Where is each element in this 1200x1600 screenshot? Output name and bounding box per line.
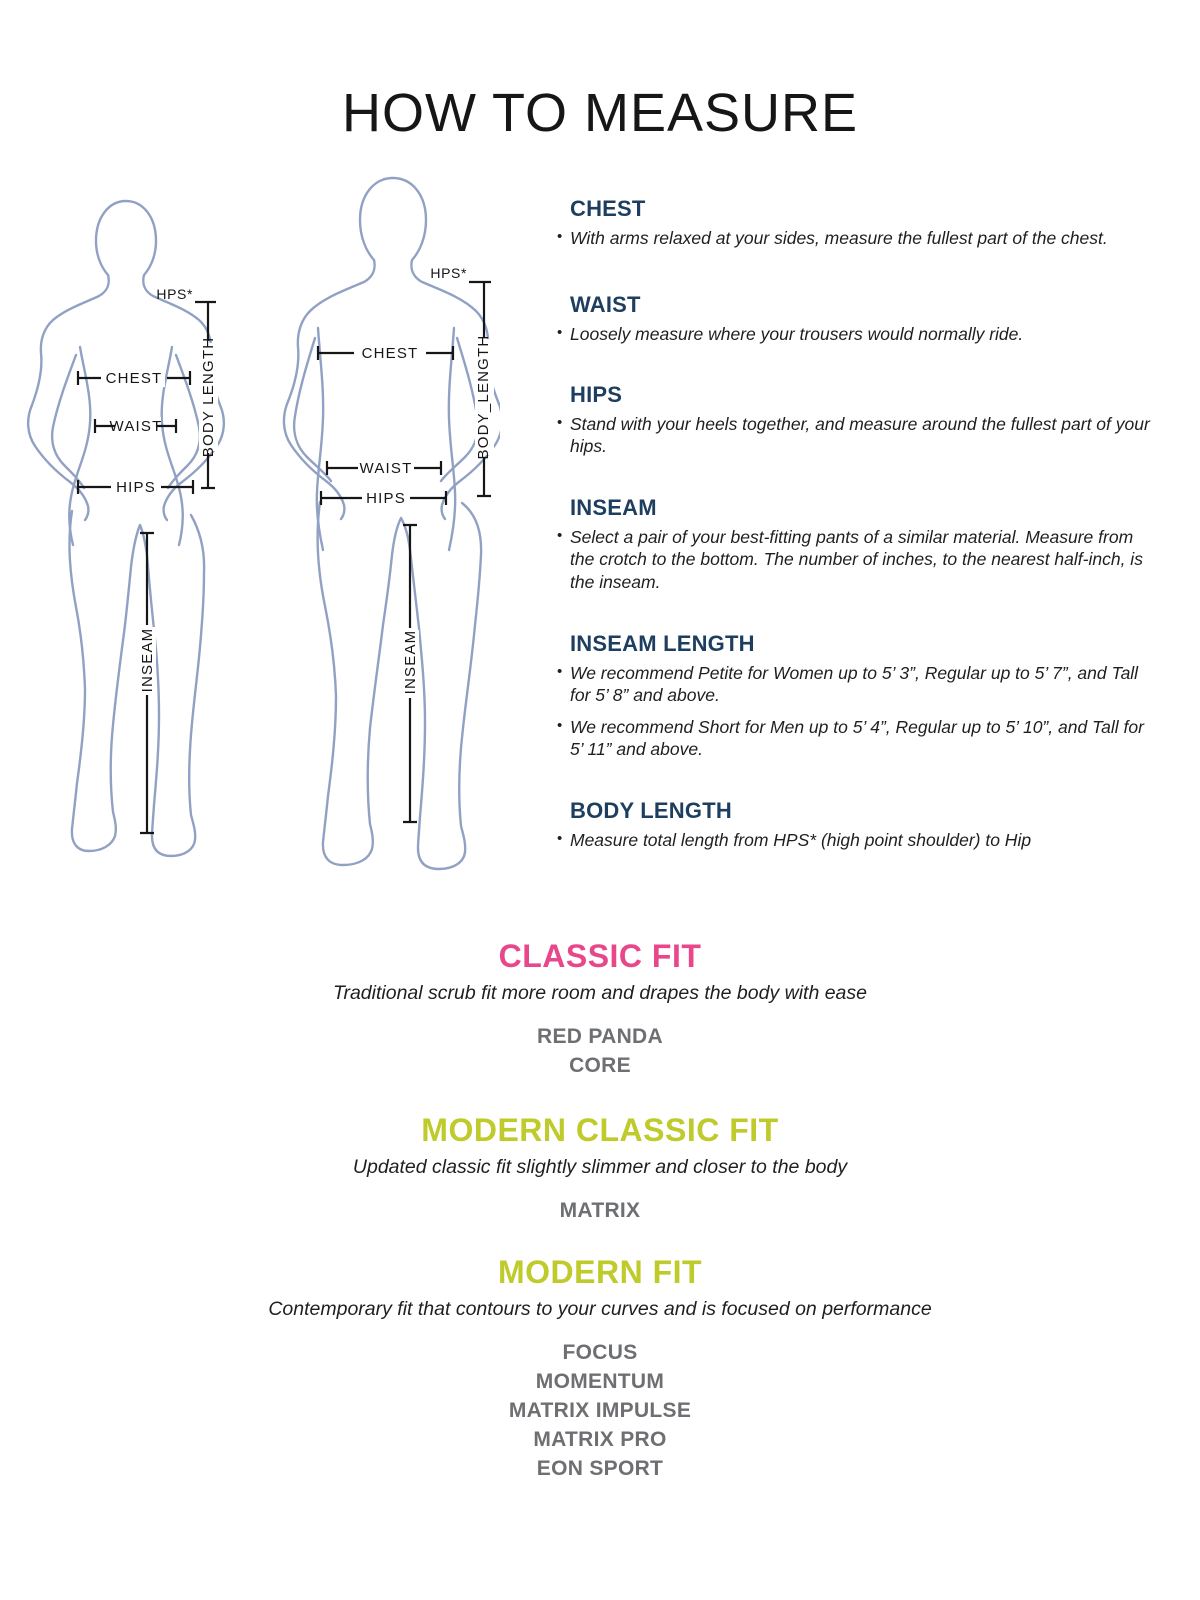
product-line: FOCUS [562,1341,638,1364]
female-waist-label: WAIST [109,418,163,435]
fit-heading: MODERN CLASSIC FIT [421,1112,779,1148]
male-inner-arm-left [294,338,331,481]
section-bullets [557,526,1157,593]
section-bullets [557,227,1157,249]
bullet: • We recommend Petite for Women up to 5’ 3”, Regular up to 5’ 7”, and Tall for 5’ 8” and above. [557,662,1157,707]
female-hips-label: HIPS [116,479,156,496]
bullet: • Stand with your heels together, and measure around the fullest part of your hips. [557,413,1157,458]
product-line: CORE [569,1054,631,1077]
female-hps-label: HPS* [156,286,193,302]
male-legs-outline [318,502,482,869]
male-body-length-label: BODY_LENGTH [475,334,492,460]
fit-description: Contemporary fit that contours to your curves and is focused on performance [268,1298,932,1320]
bullet: • We recommend Short for Men up to 5’ 4”, Regular up to 5’ 10”, and Tall for 5’ 11” and above. [557,716,1157,761]
female-chest-label: CHEST [105,370,163,387]
male-hips-label: HIPS [366,490,406,507]
female-body-length-label: BODY LENGTH [200,336,217,458]
male-waist-label: WAIST [359,460,413,477]
fit-heading: MODERN FIT [497,1254,703,1290]
page-title: HOW TO MEASURE [341,83,859,144]
product-line: MOMENTUM [535,1370,665,1393]
section-heading: WAIST [570,292,641,317]
fit-product-list [0,1338,1200,1483]
fit-section-classic [0,938,1200,1080]
product-line: MATRIX IMPULSE [508,1399,692,1422]
section-bullets [557,662,1157,761]
section-heading: BODY LENGTH [570,798,732,823]
product-line: MATRIX [559,1199,641,1222]
male-hps-label: HPS* [430,265,467,281]
fit-product-list [0,1022,1200,1080]
male-chest-label: CHEST [361,345,419,362]
female-left-arm-outline [28,275,109,520]
measure-section-inseam-length [557,631,1157,770]
section-bullets [557,829,1157,851]
female-legs-outline [69,511,204,856]
product-line: RED PANDA [537,1025,663,1048]
measure-section-chest [557,196,1157,258]
male-body-figure [270,170,500,875]
section-bullets [557,323,1157,345]
fit-description: Updated classic fit slightly slimmer and closer to the body [352,1156,848,1178]
bullet: • With arms relaxed at your sides, measure the fullest part of the chest. [557,227,1157,249]
bullet: • Select a pair of your best-fitting pants of a similar material. Measure from the crotch to the bottom. The number of inches, to the nearest half-inch, is the inseam. [557,526,1157,593]
male-inseam-label: INSEAM [402,629,419,695]
male-inner-arm-right [441,338,478,481]
product-line: EON SPORT [536,1457,664,1480]
measure-section-inseam [557,495,1157,602]
fit-product-list [0,1196,1200,1225]
male-torso-right [449,328,455,550]
female-body-figure [15,195,235,875]
section-bullets [557,413,1157,458]
section-heading: HIPS [570,382,623,407]
bullet: • Measure total length from HPS* (high point shoulder) to Hip [557,829,1157,851]
measure-section-body-length [557,798,1157,860]
fit-section-modern-classic [0,1112,1200,1225]
bullet: • Loosely measure where your trousers would normally ride. [557,323,1157,345]
female-inseam-label: INSEAM [139,627,156,693]
fit-section-modern [0,1254,1200,1483]
section-heading: INSEAM [570,495,657,520]
measure-section-hips [557,382,1157,467]
product-line: MATRIX PRO [533,1428,667,1451]
fit-description: Traditional scrub fit more room and drapes the body with ease [333,982,867,1004]
fit-heading: CLASSIC FIT [498,938,702,974]
measure-section-waist [557,292,1157,354]
section-heading: INSEAM LENGTH [570,631,755,656]
section-heading: CHEST [570,196,646,221]
